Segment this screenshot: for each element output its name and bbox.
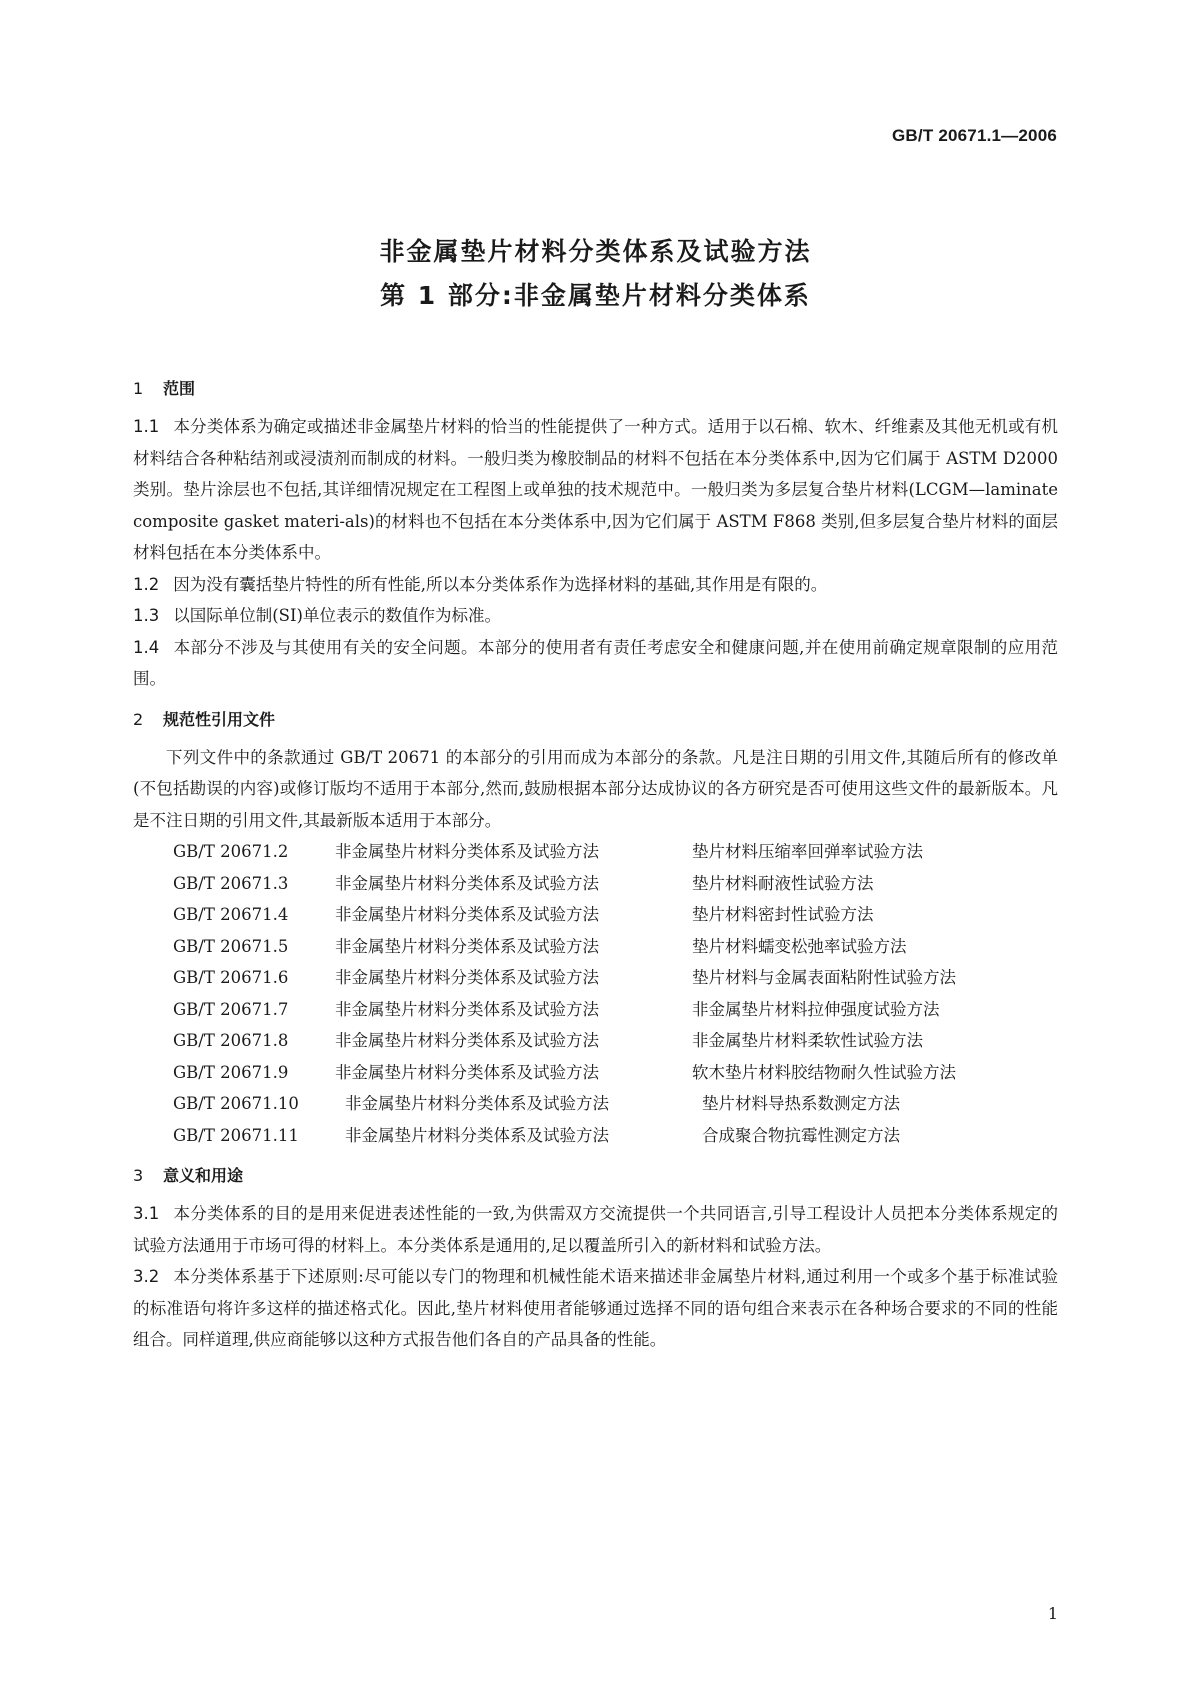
reference-item: [173, 899, 1058, 931]
section-heading-scope: [133, 374, 1058, 404]
reference-item: [173, 1120, 1058, 1152]
clause-text: 本分类体系的目的是用来促进表述性能的一致,为供需双方交流提供一个共同语言,引导工程设计人员把本分类体系规定的试验方法通用于市场可得的材料上。本分类体系是通用的,足以覆盖所引入的新材料和试验方法。: [133, 1204, 1058, 1255]
clause-text: 本部分不涉及与其使用有关的安全问题。本部分的使用者有责任考虑安全和健康问题,并在使用前确定规章限制的应用范围。: [133, 637, 1058, 688]
clause-text: 本分类体系为确定或描述非金属垫片材料的恰当的性能提供了一种方式。适用于以石棉、软木、纤维素及其他无机或有机材料结合各种粘结剂或浸渍剂而制成的材料。一般归类为橡胶制品的材料不包括在本分类体系中,因为它们属于 ASTM D2000 类别。垫片涂层也不包括,其详细情况规定在工程图上或单独的技术规范中。一般归类为多层复合垫片材料(LCGM—laminate composite gasket materi-als)的材料也不包括在本分类体系中,因为它们属于 ASTM F868 类别,但多层复合垫片材料的面层材料包括在本分类体系中。: [133, 417, 1058, 562]
reference-series: 非金属垫片材料分类体系及试验方法: [345, 1125, 609, 1145]
clause-number: 1.4: [133, 637, 160, 657]
clause-1-2: [133, 569, 1058, 601]
document-title: 非金属垫片材料分类体系及试验方法: [379, 237, 812, 266]
section-heading-significance-and-use: [133, 1161, 1058, 1191]
clause-number: 3.1: [133, 1204, 160, 1223]
reference-item: [173, 931, 1058, 963]
reference-code: GB/T 20671.4: [173, 905, 289, 924]
clause-number: 3.2: [133, 1267, 160, 1286]
reference-series: 非金属垫片材料分类体系及试验方法: [345, 1094, 609, 1113]
reference-list: [133, 836, 1058, 1151]
reference-code: GB/T 20671.5: [173, 936, 289, 956]
reference-item: [173, 1025, 1058, 1057]
reference-title: 软木垫片材料胶结物耐久性试验方法: [692, 1062, 956, 1082]
reference-code: GB/T 20671.3: [173, 873, 289, 893]
reference-series: 非金属垫片材料分类体系及试验方法: [335, 842, 599, 861]
reference-item: [173, 836, 1058, 868]
clause-text: 因为没有囊括垫片特性的所有性能,所以本分类体系作为选择材料的基础,其作用是有限的。: [173, 574, 828, 594]
clause-number: 1.3: [133, 606, 160, 625]
reference-item: [173, 1088, 1058, 1120]
reference-code: GB/T 20671.11: [173, 1125, 299, 1145]
clause-1-3: [133, 600, 1058, 632]
clause-3-2: [133, 1261, 1058, 1356]
document-body: [133, 374, 1058, 1356]
references-intro: 下列文件中的条款通过 GB/T 20671 的本部分的引用而成为本部分的条款。凡是注日期的引用文件,其随后所有的修改单(不包括勘误的内容)或修订版均不适用于本部分,然而,鼓励根据本部分达成协议的各方研究是否可使用这些文件的最新版本。凡是不注日期的引用文件,其最新版本适用于本部分。: [133, 747, 1058, 830]
reference-series: 非金属垫片材料分类体系及试验方法: [335, 936, 599, 956]
reference-title: 垫片材料密封性试验方法: [692, 905, 874, 924]
reference-title: 垫片材料耐液性试验方法: [692, 873, 874, 893]
reference-title: 合成聚合物抗霉性测定方法: [702, 1125, 900, 1145]
reference-title: 垫片材料压缩率回弹率试验方法: [692, 842, 923, 861]
reference-series: 非金属垫片材料分类体系及试验方法: [335, 1062, 599, 1082]
document-subtitle: 第 1 部分:非金属垫片材料分类体系: [380, 281, 811, 310]
section-number: 1: [133, 379, 144, 398]
reference-series: 非金属垫片材料分类体系及试验方法: [335, 905, 599, 924]
reference-code: GB/T 20671.6: [173, 968, 289, 987]
clause-1-4: [133, 632, 1058, 695]
reference-item: [173, 962, 1058, 994]
reference-title: 垫片材料蠕变松弛率试验方法: [692, 936, 907, 956]
clause-1-1: [133, 411, 1058, 569]
reference-series: 非金属垫片材料分类体系及试验方法: [335, 999, 599, 1019]
reference-title: 垫片材料导热系数测定方法: [702, 1094, 900, 1113]
section-heading-normative-references: [133, 705, 1058, 735]
clause-text: 本分类体系基于下述原则:尽可能以专门的物理和机械性能术语来描述非金属垫片材料,通过利用一个或多个基于标准试验的标准语句将许多这样的描述格式化。因此,垫片材料使用者能够通过选择不同的语句组合来表示在各种场合要求的不同的性能组合。同样道理,供应商能够以这种方式报告他们各自的产品具备的性能。: [133, 1267, 1058, 1349]
clause-number: 1.2: [133, 574, 160, 594]
reference-item: [173, 1057, 1058, 1089]
reference-series: 非金属垫片材料分类体系及试验方法: [335, 873, 599, 893]
reference-code: GB/T 20671.9: [173, 1062, 289, 1082]
section-title: 意义和用途: [163, 1166, 244, 1185]
clause-number: 1.1: [133, 417, 160, 436]
reference-code: GB/T 20671.7: [173, 999, 289, 1019]
reference-title: 垫片材料与金属表面粘附性试验方法: [692, 968, 956, 987]
reference-item: [173, 994, 1058, 1026]
clause-text: 以国际单位制(SI)单位表示的数值作为标准。: [173, 606, 501, 625]
reference-title: 非金属垫片材料柔软性试验方法: [692, 1031, 923, 1050]
section-number: 2: [133, 709, 144, 729]
reference-item: [173, 868, 1058, 900]
reference-code: GB/T 20671.10: [173, 1094, 299, 1113]
reference-code: GB/T 20671.2: [173, 842, 289, 861]
standard-code: GB/T 20671.1—2006: [892, 126, 1057, 145]
clause-3-1: [133, 1198, 1058, 1261]
reference-code: GB/T 20671.8: [173, 1031, 289, 1050]
reference-series: 非金属垫片材料分类体系及试验方法: [335, 968, 599, 987]
section-title: 规范性引用文件: [163, 709, 276, 729]
section-number: 3: [133, 1166, 144, 1185]
page-number: 1: [1047, 1604, 1058, 1623]
reference-series: 非金属垫片材料分类体系及试验方法: [335, 1031, 599, 1050]
reference-title: 非金属垫片材料拉伸强度试验方法: [692, 999, 940, 1019]
section-title: 范围: [163, 379, 196, 398]
